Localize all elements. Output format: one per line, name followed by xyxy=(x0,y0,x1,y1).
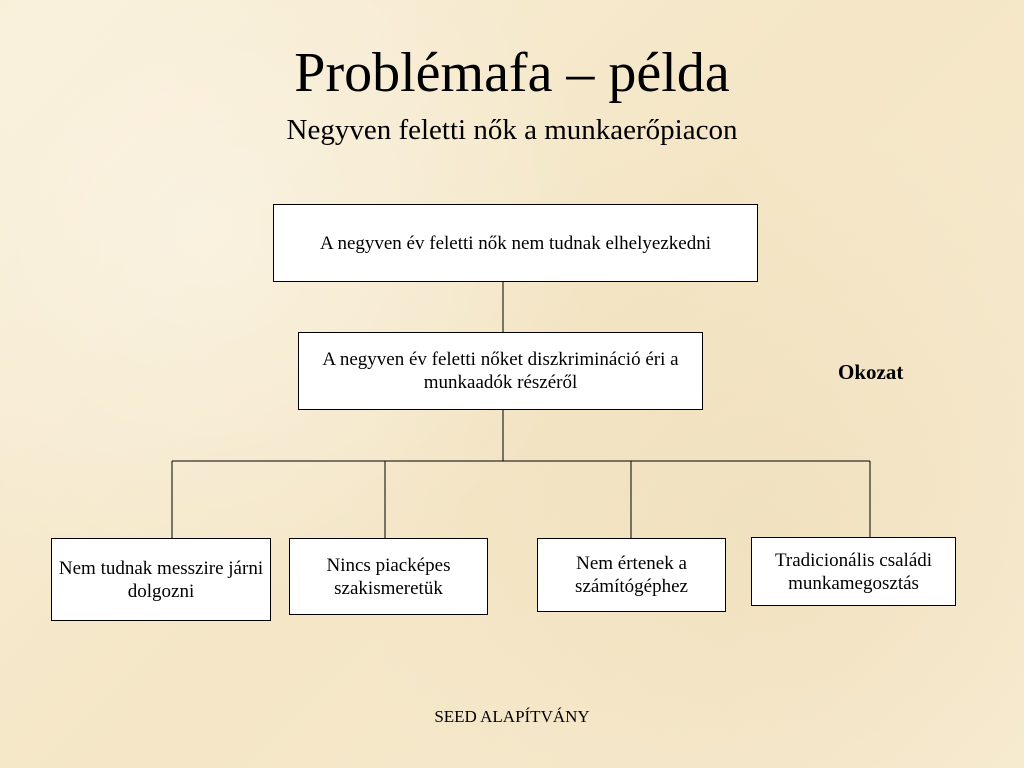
cause-box-1-text: Nem tudnak messzire járni dolgozni xyxy=(58,557,264,602)
cause-box-4 xyxy=(751,537,956,606)
cause-box-3-text: Nem értenek a számítógéphez xyxy=(575,553,688,597)
cause-box-2-text: Nincs piacképes szakismeretük xyxy=(326,554,451,599)
problem-box-middle-text: A negyven év feletti nőket diszkrimináció éri a munkaadók részéről xyxy=(322,349,679,393)
footer-text: SEED ALAPÍTVÁNY xyxy=(434,707,590,726)
cause-box-2 xyxy=(289,538,488,615)
problem-box-top-text: A negyven év feletti nők nem tudnak elhelyezkedni xyxy=(320,232,711,254)
problem-box-top xyxy=(273,204,758,282)
cause-box-3 xyxy=(537,538,726,612)
problem-box-middle xyxy=(298,332,703,410)
slide-title: Problémafa – példa xyxy=(294,42,730,104)
slide-subtitle: Negyven feletti nők a munkaerőpiacon xyxy=(286,114,738,146)
okozat-label: Okozat xyxy=(838,360,904,384)
cause-box-1 xyxy=(51,538,271,621)
cause-box-4-text: Tradicionális családi munkamegosztás xyxy=(774,549,933,594)
